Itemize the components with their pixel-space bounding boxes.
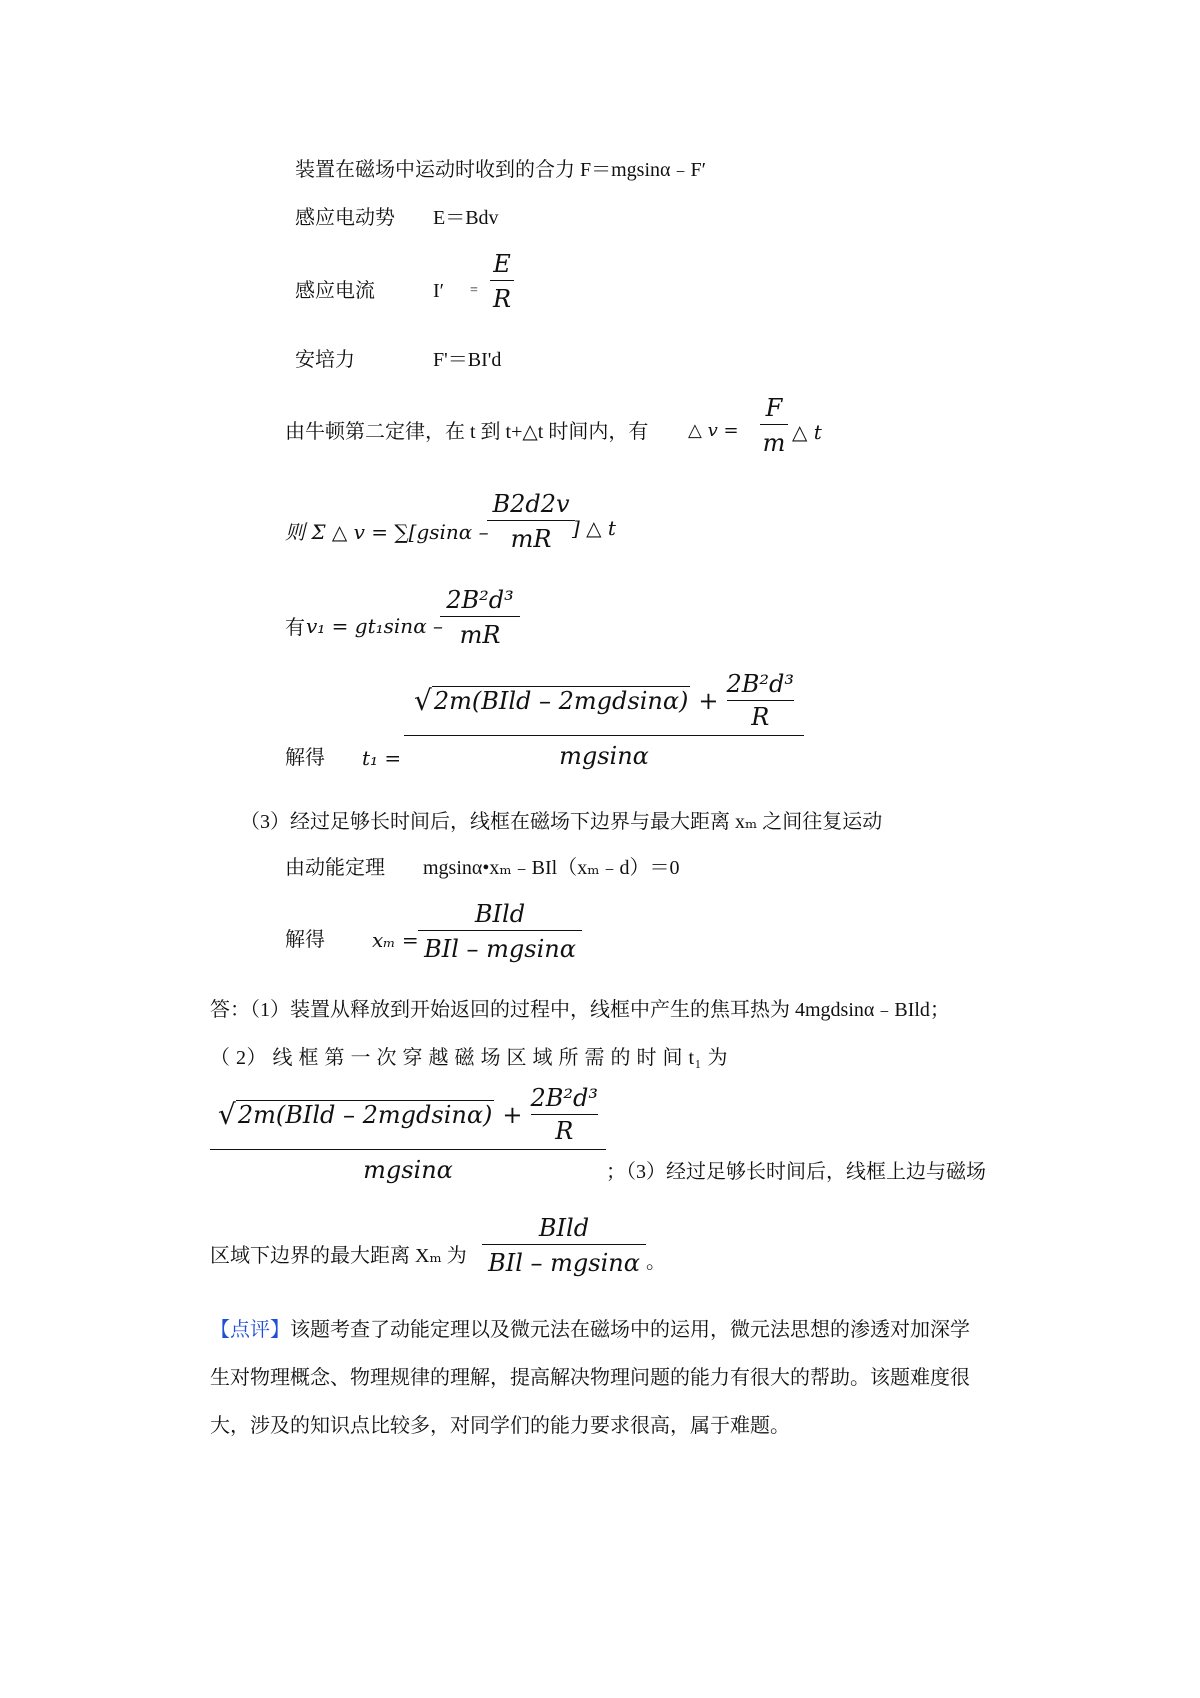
sqrt-icon: √ <box>413 684 432 717</box>
fraction-e-over-r <box>490 250 514 313</box>
radicand: 2m(BIld – 2mgdsinα) <box>433 687 689 715</box>
fraction-answer-xm <box>482 1214 646 1277</box>
comment-line-2: 生对物理概念、物理规律的理解，提高解决物理问题的能力有很大的帮助。该题难度很 <box>210 1367 970 1389</box>
t1-lhs: t₁ = <box>362 746 402 770</box>
fraction-denominator: mgsinα <box>559 742 649 770</box>
fraction-numerator: BIld <box>538 1214 590 1242</box>
label-induced-emf: 感应电动势 <box>295 207 395 229</box>
fraction-2b2d3-over-mr <box>440 586 520 649</box>
fraction-bar <box>404 735 804 736</box>
fraction-bar <box>482 1244 646 1245</box>
text-part3: （3）经过足够长时间后，线框在磁场下边界与最大距离 xₘ 之间往复运动 <box>240 811 883 833</box>
fraction-denominator: BIl – mgsinα <box>488 1249 640 1277</box>
fraction-numerator: F <box>765 394 783 422</box>
fraction-bar <box>210 1149 606 1150</box>
fraction-answer-t1 <box>210 1084 606 1184</box>
fraction-bar <box>490 280 514 281</box>
answer-line-4-prefix: 区域下边界的最大距离 Xₘ 为 <box>210 1245 467 1267</box>
inner-fraction-bar <box>727 700 795 701</box>
fraction-t1-solution <box>404 670 804 770</box>
delta-v-lhs: △ v = <box>688 420 739 441</box>
fraction-numerator: BIld <box>474 900 526 928</box>
inner-fraction <box>531 1084 599 1145</box>
text-newton-second-law: 由牛顿第二定律，在 t 到 t+△t 时间内，有 <box>285 421 649 443</box>
inner-denominator: R <box>751 703 770 731</box>
equation-emf: E＝Bdv <box>433 207 499 229</box>
label-induced-current: 感应电流 <box>295 280 375 302</box>
answer-line-2: （ 2） 线 框 第 一 次 穿 越 磁 场 区 域 所 需 的 时 间 t₁ 为 <box>210 1047 729 1069</box>
fraction-numerator <box>218 1084 598 1145</box>
sum-expression-tail: ] △ t <box>572 516 616 540</box>
fraction-denominator: BIl – mgsinα <box>424 935 576 963</box>
answer-line-3-tail: ；（3）经过足够长时间后，线框上边与磁场 <box>606 1161 986 1183</box>
inner-numerator: 2B²d³ <box>530 1084 599 1112</box>
xm-lhs: xₘ = <box>372 928 419 952</box>
fraction-bar <box>440 616 520 617</box>
inner-fraction-bar <box>531 1114 599 1115</box>
comment-tag: 【点评】 <box>210 1319 290 1341</box>
label-you: 有 <box>285 617 305 639</box>
current-symbol: I′ <box>433 280 445 302</box>
fraction-bar <box>760 424 788 425</box>
label-kinetic-energy-theorem: 由动能定理 <box>285 857 385 879</box>
equals-sign: = <box>470 283 478 298</box>
fraction-numerator: E <box>493 250 511 278</box>
fraction-bar <box>487 520 575 521</box>
fraction-denominator: m <box>762 429 786 457</box>
label-solve: 解得 <box>285 747 325 769</box>
fraction-b2d2v-over-mr <box>487 490 575 553</box>
fraction-f-over-m <box>760 394 788 457</box>
comment-text-1: 该题考查了动能定理以及微元法在磁场中的运用，微元法思想的渗透对加深学 <box>290 1319 970 1341</box>
plus-sign: + <box>698 686 719 715</box>
plus-sign: + <box>502 1100 523 1129</box>
delta-t-tail: △ t <box>792 420 822 444</box>
fraction-bar <box>418 930 582 931</box>
answer-line-4-tail: 。 <box>646 1251 666 1273</box>
fraction-numerator: 2B²d³ <box>446 586 514 614</box>
fraction-denominator: mR <box>459 621 501 649</box>
fraction-numerator: B2d2v <box>492 490 570 518</box>
fraction-denominator: mgsinα <box>363 1156 453 1184</box>
equation-kinetic-energy: mgsinα•xₘ﹣BIl（xₘ﹣d）＝0 <box>423 857 680 879</box>
v1-expression: v₁ = gt₁sinα – <box>306 614 444 638</box>
label-ampere-force: 安培力 <box>295 349 355 371</box>
comment-line-1 <box>210 1318 970 1342</box>
fraction-numerator <box>414 670 794 731</box>
fraction-xm-solution <box>418 900 582 963</box>
inner-fraction <box>727 670 795 731</box>
sum-expression-prefix: 则 Σ △ v = ∑[gsinα – <box>285 520 489 544</box>
comment-line-3: 大，涉及的知识点比较多，对同学们的能力要求很高，属于难题。 <box>210 1415 790 1437</box>
fraction-denominator: R <box>492 285 512 313</box>
label-solve-xm: 解得 <box>285 929 325 951</box>
equation-ampere-force: F'＝BI'd <box>433 349 502 371</box>
sqrt-icon: √ <box>217 1098 236 1131</box>
inner-denominator: R <box>555 1117 574 1145</box>
radicand: 2m(BIld – 2mgdsinα) <box>237 1101 493 1129</box>
fraction-denominator: mR <box>510 525 552 553</box>
text-line-net-force: 装置在磁场中运动时收到的合力 F＝mgsinα﹣F′ <box>295 159 706 181</box>
answer-line-1: 答：（1）装置从释放到开始返回的过程中，线框中产生的焦耳热为 4mgdsinα﹣BIld； <box>210 999 950 1021</box>
inner-numerator: 2B²d³ <box>726 670 795 698</box>
